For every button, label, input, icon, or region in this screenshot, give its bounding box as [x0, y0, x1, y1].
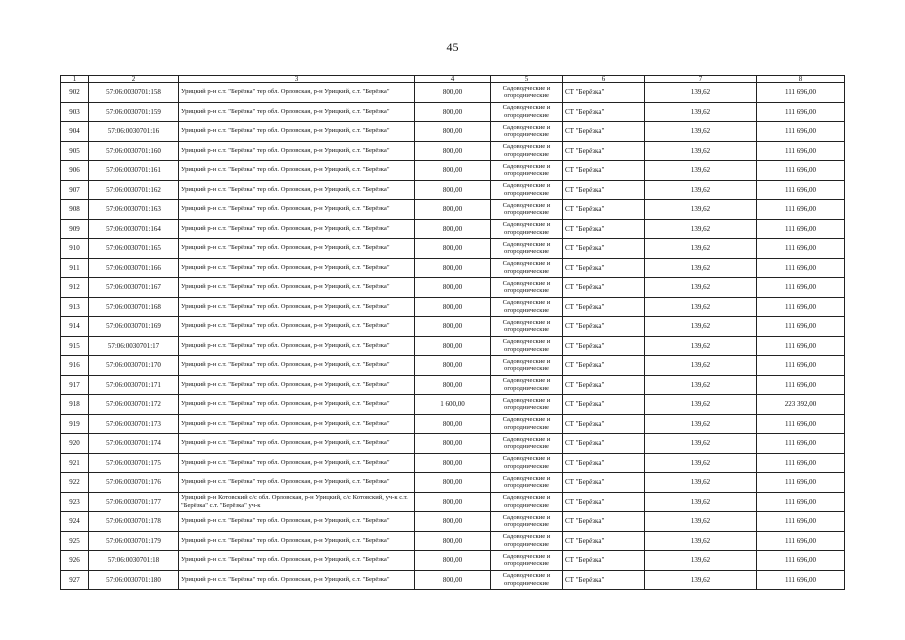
- unit-value-cell: 139,62: [645, 239, 757, 259]
- address-cell: Урицкий р-н с.т. "Берёзка" тер обл. Орловская, р-н Урицкий, с.т. "Берёзка": [179, 434, 415, 454]
- address-cell: Урицкий р-н с.т. "Берёзка" тер обл. Орловская, р-н Урицкий, с.т. "Берёзка": [179, 453, 415, 473]
- unit-value-cell: 139,62: [645, 141, 757, 161]
- row-number-cell: 914: [61, 317, 89, 337]
- row-number-cell: 913: [61, 297, 89, 317]
- area-cell: 800,00: [415, 161, 491, 181]
- owner-cell: СТ "Берёзка": [563, 375, 645, 395]
- owner-cell: СТ "Берёзка": [563, 473, 645, 493]
- row-number-cell: 917: [61, 375, 89, 395]
- area-cell: 800,00: [415, 258, 491, 278]
- table-row: [61, 141, 845, 161]
- land-use-cell: Садоводческие и огороднические: [491, 239, 563, 259]
- cadastral-value-cell: 111 696,00: [757, 258, 845, 278]
- table-row: [61, 161, 845, 181]
- address-cell: Урицкий р-н с.т. "Берёзка" тер обл. Орловская, р-н Урицкий, с.т. "Берёзка": [179, 161, 415, 181]
- table-row: [61, 395, 845, 415]
- row-number-cell: 925: [61, 531, 89, 551]
- address-cell: Урицкий р-н с.т. "Берёзка" тер обл. Орловская, р-н Урицкий, с.т. "Берёзка": [179, 122, 415, 142]
- owner-cell: СТ "Берёзка": [563, 336, 645, 356]
- area-cell: 800,00: [415, 531, 491, 551]
- cadastral-number-cell: 57:06:0030701:166: [89, 258, 179, 278]
- owner-cell: СТ "Берёзка": [563, 512, 645, 532]
- cadastral-number-cell: 57:06:0030701:179: [89, 531, 179, 551]
- area-cell: 800,00: [415, 102, 491, 122]
- owner-cell: СТ "Берёзка": [563, 551, 645, 571]
- address-cell: Урицкий р-н с.т. "Берёзка" тер обл. Орловская, р-н Урицкий, с.т. "Берёзка": [179, 239, 415, 259]
- unit-value-cell: 139,62: [645, 492, 757, 512]
- land-use-cell: Садоводческие и огороднические: [491, 356, 563, 376]
- address-cell: Урицкий р-н с.т. "Берёзка" тер обл. Орловская, р-н Урицкий, с.т. "Берёзка": [179, 512, 415, 532]
- table-row: [61, 336, 845, 356]
- area-cell: 800,00: [415, 512, 491, 532]
- cadastral-number-cell: 57:06:0030701:180: [89, 570, 179, 590]
- area-cell: 800,00: [415, 453, 491, 473]
- area-cell: 800,00: [415, 434, 491, 454]
- address-cell: Урицкий р-н с.т. "Берёзка" тер обл. Орловская, р-н Урицкий, с.т. "Берёзка": [179, 395, 415, 415]
- cadastral-value-cell: 111 696,00: [757, 297, 845, 317]
- land-use-cell: Садоводческие и огороднические: [491, 278, 563, 298]
- cadastral-number-cell: 57:06:0030701:167: [89, 278, 179, 298]
- cadastral-value-cell: 111 696,00: [757, 180, 845, 200]
- cadastral-number-cell: 57:06:0030701:173: [89, 414, 179, 434]
- cadastral-number-cell: 57:06:0030701:176: [89, 473, 179, 493]
- unit-value-cell: 139,62: [645, 531, 757, 551]
- row-number-cell: 916: [61, 356, 89, 376]
- cadastral-value-cell: 111 696,00: [757, 551, 845, 571]
- owner-cell: СТ "Берёзка": [563, 317, 645, 337]
- unit-value-cell: 139,62: [645, 512, 757, 532]
- cadastral-number-cell: 57:06:0030701:164: [89, 219, 179, 239]
- address-cell: Урицкий р-н с.т. "Берёзка" тер обл. Орловская, р-н Урицкий, с.т. "Берёзка": [179, 278, 415, 298]
- row-number-cell: 920: [61, 434, 89, 454]
- address-cell: Урицкий р-н с.т. "Берёзка" тер обл. Орловская, р-н Урицкий, с.т. "Берёзка": [179, 336, 415, 356]
- cadastral-value-cell: 111 696,00: [757, 473, 845, 493]
- unit-value-cell: 139,62: [645, 453, 757, 473]
- cadastral-number-cell: 57:06:0030701:16: [89, 122, 179, 142]
- owner-cell: СТ "Берёзка": [563, 141, 645, 161]
- cadastral-number-cell: 57:06:0030701:162: [89, 180, 179, 200]
- land-use-cell: Садоводческие и огороднические: [491, 317, 563, 337]
- row-number-cell: 923: [61, 492, 89, 512]
- address-cell: Урицкий р-н с.т. "Берёзка" тер обл. Орловская, р-н Урицкий, с.т. "Берёзка": [179, 297, 415, 317]
- owner-cell: СТ "Берёзка": [563, 278, 645, 298]
- column-header: 7: [645, 76, 757, 83]
- cadastral-number-cell: 57:06:0030701:169: [89, 317, 179, 337]
- area-cell: 800,00: [415, 317, 491, 337]
- owner-cell: СТ "Берёзка": [563, 83, 645, 103]
- table-row: [61, 356, 845, 376]
- cadastral-value-cell: 111 696,00: [757, 317, 845, 337]
- unit-value-cell: 139,62: [645, 297, 757, 317]
- land-use-cell: Садоводческие и огороднические: [491, 200, 563, 220]
- address-cell: Урицкий р-н с.т. "Берёзка" тер обл. Орловская, р-н Урицкий, с.т. "Берёзка": [179, 258, 415, 278]
- table-row: [61, 239, 845, 259]
- row-number-cell: 924: [61, 512, 89, 532]
- table-row: [61, 414, 845, 434]
- cadastral-number-cell: 57:06:0030701:170: [89, 356, 179, 376]
- unit-value-cell: 139,62: [645, 102, 757, 122]
- unit-value-cell: 139,62: [645, 122, 757, 142]
- row-number-cell: 912: [61, 278, 89, 298]
- table-row: [61, 219, 845, 239]
- unit-value-cell: 139,62: [645, 356, 757, 376]
- cadastral-value-cell: 111 696,00: [757, 453, 845, 473]
- table-row: [61, 258, 845, 278]
- cadastral-value-cell: 111 696,00: [757, 83, 845, 103]
- column-header: 8: [757, 76, 845, 83]
- row-number-cell: 922: [61, 473, 89, 493]
- address-cell: Урицкий р-н с.т. "Берёзка" тер обл. Орловская, р-н Урицкий, с.т. "Берёзка": [179, 219, 415, 239]
- owner-cell: СТ "Берёзка": [563, 239, 645, 259]
- unit-value-cell: 139,62: [645, 83, 757, 103]
- land-use-cell: Садоводческие и огороднические: [491, 492, 563, 512]
- table-row: [61, 102, 845, 122]
- column-header: 2: [89, 76, 179, 83]
- address-cell: Урицкий р-н с.т. "Берёзка" тер обл. Орловская, р-н Урицкий, с.т. "Берёзка": [179, 570, 415, 590]
- unit-value-cell: 139,62: [645, 336, 757, 356]
- address-cell: Урицкий р-н Котовский с/с обл. Орловская, р-н Урицкий, с/с Котовский, уч-к с.т. "Берёзка" с.т. "Берёзка" уч-к: [179, 492, 415, 512]
- unit-value-cell: 139,62: [645, 551, 757, 571]
- row-number-cell: 910: [61, 239, 89, 259]
- area-cell: 800,00: [415, 570, 491, 590]
- cadastral-value-cell: 223 392,00: [757, 395, 845, 415]
- land-use-cell: Садоводческие и огороднические: [491, 473, 563, 493]
- cadastral-number-cell: 57:06:0030701:159: [89, 102, 179, 122]
- area-cell: 800,00: [415, 414, 491, 434]
- address-cell: Урицкий р-н с.т. "Берёзка" тер обл. Орловская, р-н Урицкий, с.т. "Берёзка": [179, 200, 415, 220]
- land-use-cell: Садоводческие и огороднические: [491, 297, 563, 317]
- row-number-cell: 926: [61, 551, 89, 571]
- cadastral-value-cell: 111 696,00: [757, 434, 845, 454]
- row-number-cell: 903: [61, 102, 89, 122]
- land-plot-table: [60, 75, 845, 590]
- land-use-cell: Садоводческие и огороднические: [491, 219, 563, 239]
- cadastral-value-cell: 111 696,00: [757, 141, 845, 161]
- land-use-cell: Садоводческие и огороднические: [491, 570, 563, 590]
- area-cell: 800,00: [415, 200, 491, 220]
- row-number-cell: 909: [61, 219, 89, 239]
- area-cell: 800,00: [415, 551, 491, 571]
- land-use-cell: Садоводческие и огороднические: [491, 258, 563, 278]
- cadastral-value-cell: 111 696,00: [757, 336, 845, 356]
- table-row: [61, 473, 845, 493]
- table-row: [61, 122, 845, 142]
- address-cell: Урицкий р-н с.т. "Берёзка" тер обл. Орловская, р-н Урицкий, с.т. "Берёзка": [179, 317, 415, 337]
- address-cell: Урицкий р-н с.т. "Берёзка" тер обл. Орловская, р-н Урицкий, с.т. "Берёзка": [179, 141, 415, 161]
- unit-value-cell: 139,62: [645, 414, 757, 434]
- land-use-cell: Садоводческие и огороднические: [491, 551, 563, 571]
- area-cell: 800,00: [415, 297, 491, 317]
- land-use-cell: Садоводческие и огороднические: [491, 512, 563, 532]
- address-cell: Урицкий р-н с.т. "Берёзка" тер обл. Орловская, р-н Урицкий, с.т. "Берёзка": [179, 375, 415, 395]
- area-cell: 800,00: [415, 122, 491, 142]
- owner-cell: СТ "Берёзка": [563, 161, 645, 181]
- cadastral-value-cell: 111 696,00: [757, 414, 845, 434]
- owner-cell: СТ "Берёзка": [563, 492, 645, 512]
- owner-cell: СТ "Берёзка": [563, 434, 645, 454]
- cadastral-number-cell: 57:06:0030701:175: [89, 453, 179, 473]
- table-row: [61, 200, 845, 220]
- table-row: [61, 278, 845, 298]
- unit-value-cell: 139,62: [645, 200, 757, 220]
- address-cell: Урицкий р-н с.т. "Берёзка" тер обл. Орловская, р-н Урицкий, с.т. "Берёзка": [179, 356, 415, 376]
- address-cell: Урицкий р-н с.т. "Берёзка" тер обл. Орловская, р-н Урицкий, с.т. "Берёзка": [179, 180, 415, 200]
- unit-value-cell: 139,62: [645, 375, 757, 395]
- cadastral-number-cell: 57:06:0030701:18: [89, 551, 179, 571]
- cadastral-number-cell: 57:06:0030701:174: [89, 434, 179, 454]
- unit-value-cell: 139,62: [645, 180, 757, 200]
- cadastral-value-cell: 111 696,00: [757, 200, 845, 220]
- area-cell: 800,00: [415, 141, 491, 161]
- cadastral-number-cell: 57:06:0030701:168: [89, 297, 179, 317]
- cadastral-number-cell: 57:06:0030701:177: [89, 492, 179, 512]
- area-cell: 800,00: [415, 336, 491, 356]
- unit-value-cell: 139,62: [645, 278, 757, 298]
- address-cell: Урицкий р-н с.т. "Берёзка" тер обл. Орловская, р-н Урицкий, с.т. "Берёзка": [179, 102, 415, 122]
- area-cell: 800,00: [415, 278, 491, 298]
- area-cell: 800,00: [415, 356, 491, 376]
- table-row: [61, 570, 845, 590]
- address-cell: Урицкий р-н с.т. "Берёзка" тер обл. Орловская, р-н Урицкий, с.т. "Берёзка": [179, 414, 415, 434]
- unit-value-cell: 139,62: [645, 317, 757, 337]
- land-use-cell: Садоводческие и огороднические: [491, 122, 563, 142]
- owner-cell: СТ "Берёзка": [563, 531, 645, 551]
- land-use-cell: Садоводческие и огороднические: [491, 141, 563, 161]
- row-number-cell: 906: [61, 161, 89, 181]
- area-cell: 800,00: [415, 180, 491, 200]
- cadastral-number-cell: 57:06:0030701:161: [89, 161, 179, 181]
- cadastral-value-cell: 111 696,00: [757, 512, 845, 532]
- cadastral-value-cell: 111 696,00: [757, 161, 845, 181]
- owner-cell: СТ "Берёзка": [563, 219, 645, 239]
- owner-cell: СТ "Берёзка": [563, 414, 645, 434]
- cadastral-value-cell: 111 696,00: [757, 570, 845, 590]
- area-cell: 800,00: [415, 219, 491, 239]
- owner-cell: СТ "Берёзка": [563, 102, 645, 122]
- table-row: [61, 434, 845, 454]
- table-row: [61, 551, 845, 571]
- area-cell: 800,00: [415, 492, 491, 512]
- address-cell: Урицкий р-н с.т. "Берёзка" тер обл. Орловская, р-н Урицкий, с.т. "Берёзка": [179, 83, 415, 103]
- land-use-cell: Садоводческие и огороднические: [491, 180, 563, 200]
- cadastral-value-cell: 111 696,00: [757, 531, 845, 551]
- row-number-cell: 911: [61, 258, 89, 278]
- address-cell: Урицкий р-н с.т. "Берёзка" тер обл. Орловская, р-н Урицкий, с.т. "Берёзка": [179, 551, 415, 571]
- cadastral-value-cell: 111 696,00: [757, 375, 845, 395]
- owner-cell: СТ "Берёзка": [563, 200, 645, 220]
- land-use-cell: Садоводческие и огороднические: [491, 453, 563, 473]
- land-use-cell: Садоводческие и огороднические: [491, 414, 563, 434]
- cadastral-value-cell: 111 696,00: [757, 102, 845, 122]
- row-number-cell: 915: [61, 336, 89, 356]
- row-number-cell: 907: [61, 180, 89, 200]
- cadastral-value-cell: 111 696,00: [757, 239, 845, 259]
- land-use-cell: Садоводческие и огороднические: [491, 336, 563, 356]
- table-row: [61, 180, 845, 200]
- cadastral-number-cell: 57:06:0030701:163: [89, 200, 179, 220]
- owner-cell: СТ "Берёзка": [563, 570, 645, 590]
- unit-value-cell: 139,62: [645, 161, 757, 181]
- cadastral-value-cell: 111 696,00: [757, 492, 845, 512]
- table-row: [61, 531, 845, 551]
- column-header: 1: [61, 76, 89, 83]
- cadastral-number-cell: 57:06:0030701:178: [89, 512, 179, 532]
- land-use-cell: Садоводческие и огороднические: [491, 161, 563, 181]
- unit-value-cell: 139,62: [645, 219, 757, 239]
- row-number-cell: 908: [61, 200, 89, 220]
- owner-cell: СТ "Берёзка": [563, 356, 645, 376]
- land-use-cell: Садоводческие и огороднические: [491, 395, 563, 415]
- owner-cell: СТ "Берёзка": [563, 395, 645, 415]
- unit-value-cell: 139,62: [645, 434, 757, 454]
- cadastral-value-cell: 111 696,00: [757, 122, 845, 142]
- cadastral-number-cell: 57:06:0030701:158: [89, 83, 179, 103]
- unit-value-cell: 139,62: [645, 473, 757, 493]
- table-row: [61, 297, 845, 317]
- table-row: [61, 83, 845, 103]
- column-header: 6: [563, 76, 645, 83]
- land-use-cell: Садоводческие и огороднические: [491, 102, 563, 122]
- row-number-cell: 919: [61, 414, 89, 434]
- cadastral-number-cell: 57:06:0030701:172: [89, 395, 179, 415]
- column-header: 4: [415, 76, 491, 83]
- table-row: [61, 317, 845, 337]
- row-number-cell: 918: [61, 395, 89, 415]
- table-row: [61, 512, 845, 532]
- address-cell: Урицкий р-н с.т. "Берёзка" тер обл. Орловская, р-н Урицкий, с.т. "Берёзка": [179, 531, 415, 551]
- area-cell: 1 600,00: [415, 395, 491, 415]
- header-row: [61, 76, 845, 83]
- cadastral-number-cell: 57:06:0030701:165: [89, 239, 179, 259]
- table-row: [61, 375, 845, 395]
- cadastral-value-cell: 111 696,00: [757, 278, 845, 298]
- owner-cell: СТ "Берёзка": [563, 297, 645, 317]
- page-number: 45: [446, 40, 459, 54]
- cadastral-number-cell: 57:06:0030701:171: [89, 375, 179, 395]
- row-number-cell: 921: [61, 453, 89, 473]
- table-row: [61, 492, 845, 512]
- area-cell: 800,00: [415, 239, 491, 259]
- land-use-cell: Садоводческие и огороднические: [491, 434, 563, 454]
- area-cell: 800,00: [415, 83, 491, 103]
- column-header: 5: [491, 76, 563, 83]
- land-use-cell: Садоводческие и огороднические: [491, 83, 563, 103]
- land-use-cell: Садоводческие и огороднические: [491, 375, 563, 395]
- row-number-cell: 904: [61, 122, 89, 142]
- unit-value-cell: 139,62: [645, 570, 757, 590]
- cadastral-value-cell: 111 696,00: [757, 356, 845, 376]
- table-row: [61, 453, 845, 473]
- unit-value-cell: 139,62: [645, 258, 757, 278]
- unit-value-cell: 139,62: [645, 395, 757, 415]
- area-cell: 800,00: [415, 473, 491, 493]
- owner-cell: СТ "Берёзка": [563, 453, 645, 473]
- land-use-cell: Садоводческие и огороднические: [491, 531, 563, 551]
- cadastral-number-cell: 57:06:0030701:160: [89, 141, 179, 161]
- owner-cell: СТ "Берёзка": [563, 180, 645, 200]
- row-number-cell: 927: [61, 570, 89, 590]
- row-number-cell: 902: [61, 83, 89, 103]
- table-body: [61, 83, 845, 590]
- owner-cell: СТ "Берёзка": [563, 258, 645, 278]
- row-number-cell: 905: [61, 141, 89, 161]
- cadastral-number-cell: 57:06:0030701:17: [89, 336, 179, 356]
- owner-cell: СТ "Берёзка": [563, 122, 645, 142]
- cadastral-value-cell: 111 696,00: [757, 219, 845, 239]
- column-header: 3: [179, 76, 415, 83]
- area-cell: 800,00: [415, 375, 491, 395]
- address-cell: Урицкий р-н с.т. "Берёзка" тер обл. Орловская, р-н Урицкий, с.т. "Берёзка": [179, 473, 415, 493]
